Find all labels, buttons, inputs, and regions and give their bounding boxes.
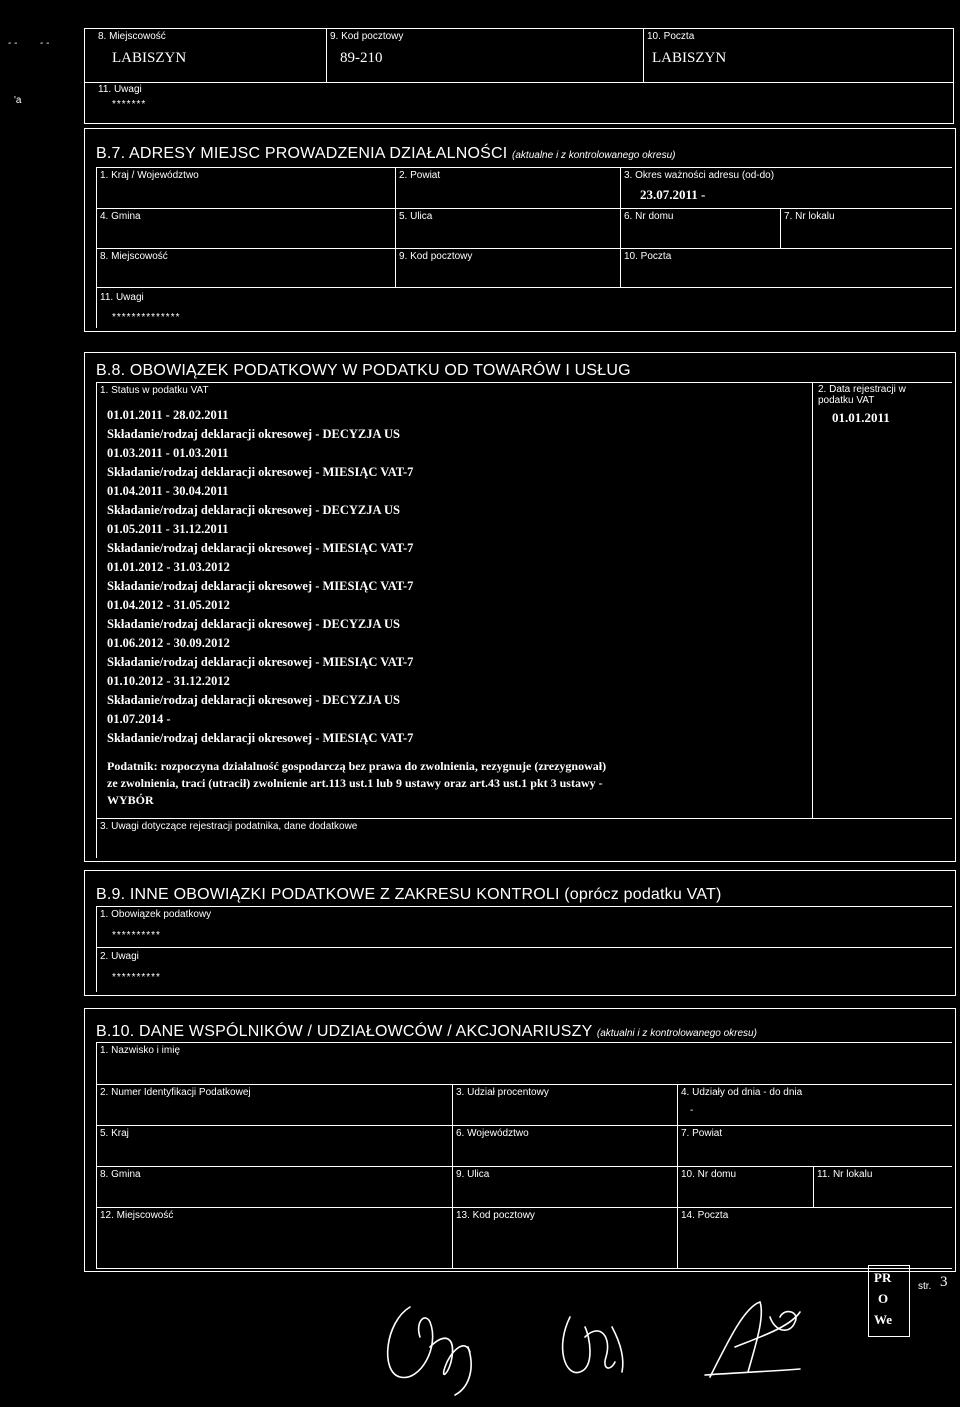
field-label: 2. Powiat (399, 170, 441, 181)
section-title: B.9. INNE OBOWIĄZKI PODATKOWE Z ZAKRESU KONTROLI (oprócz podatku VAT) (96, 886, 722, 903)
field-label: 8. Miejscowość (100, 251, 168, 262)
vat-declaration-line: Składanie/rodzaj deklaracji okresowej - MIESIĄC VAT-7 (107, 541, 414, 555)
field-label: 11. Uwagi (98, 84, 142, 95)
field-label: 2. Uwagi (100, 951, 139, 962)
field-label: 9. Kod pocztowy (330, 31, 404, 42)
vat-declaration-line: Składanie/rodzaj deklaracji okresowej - MIESIĄC VAT-7 (107, 465, 414, 479)
field-label: 3. Uwagi dotyczące rejestracji podatnika, dane dodatkowe (100, 821, 358, 832)
page-number: 3 (940, 1274, 948, 1290)
field-label: 10. Nr domu (681, 1169, 737, 1180)
vat-period-line: 01.10.2012 - 31.12.2012 (107, 674, 230, 688)
vat-note-line: Podatnik: rozpoczyna działalność gospodarczą bez prawa do zwolnienia, rezygnuje (zrezygnował) (107, 759, 607, 773)
stamp-text: PR (874, 1270, 892, 1285)
section-title: B.8. OBOWIĄZEK PODATKOWY W PODATKU OD TOWARÓW I USŁUG (96, 362, 631, 379)
vat-declaration-line: Składanie/rodzaj deklaracji okresowej - DECYZJA US (107, 503, 400, 517)
field-label: 11. Nr lokalu (817, 1169, 873, 1180)
vat-note-line: WYBÓR (107, 793, 154, 807)
field-label: 6. Województwo (456, 1128, 529, 1139)
postal-code-value: 89-210 (340, 50, 383, 66)
post-office-value: LABISZYN (652, 50, 727, 66)
field-label: 1. Obowiązek podatkowy (100, 909, 212, 920)
field-label: 3. Okres ważności adresu (od-do) (624, 170, 775, 181)
vat-period-line: 01.04.2011 - 30.04.2011 (107, 484, 229, 498)
top-address-block (84, 28, 954, 124)
shares-period-value: - (690, 1105, 694, 1116)
margin-mark: - - (8, 38, 18, 49)
field-label: 2. Numer Identyfikacji Podatkowej (100, 1087, 251, 1098)
field-label: 8. Miejscowość (98, 31, 166, 42)
vat-period-line: 01.01.2012 - 31.03.2012 (107, 560, 230, 574)
vat-declaration-line: Składanie/rodzaj deklaracji okresowej - DECYZJA US (107, 617, 400, 631)
stamp-text: O (878, 1291, 889, 1306)
field-label: 8. Gmina (100, 1169, 141, 1180)
field-label: 1. Kraj / Województwo (100, 170, 199, 181)
remarks-value: ********** (112, 972, 161, 983)
field-label: 7. Powiat (681, 1128, 723, 1139)
vat-declaration-line: Składanie/rodzaj deklaracji okresowej - MIESIĄC VAT-7 (107, 579, 414, 593)
field-label: 10. Poczta (624, 251, 672, 262)
vat-period-line: 01.04.2012 - 31.05.2012 (107, 598, 230, 612)
field-label: 11. Uwagi (100, 292, 144, 303)
tax-obligation-value: ********** (112, 930, 161, 941)
vat-period-line: 01.01.2011 - 28.02.2011 (107, 408, 229, 422)
field-label: 5. Kraj (100, 1128, 129, 1139)
vat-period-line: 01.06.2012 - 30.09.2012 (107, 636, 230, 650)
margin-mark: 'a (14, 95, 22, 106)
vat-period-line: 01.07.2014 - (107, 712, 171, 726)
field-label: 7. Nr lokalu (784, 211, 835, 222)
field-label: 14. Poczta (681, 1210, 729, 1221)
field-label: 5. Ulica (399, 211, 433, 222)
remarks-value: ************** (112, 312, 181, 323)
field-label: 1. Nazwisko i imię (100, 1045, 181, 1056)
field-label: podatku VAT (818, 395, 875, 406)
field-label: 6. Nr domu (624, 211, 674, 222)
field-label: 1. Status w podatku VAT (100, 385, 209, 396)
section-b10 (84, 1008, 956, 1272)
vat-declaration-line: Składanie/rodzaj deklaracji okresowej - MIESIĄC VAT-7 (107, 731, 414, 745)
field-label: 13. Kod pocztowy (456, 1210, 535, 1221)
page-label: str. (918, 1281, 932, 1292)
field-label: 4. Gmina (100, 211, 141, 222)
field-label: 12. Miejscowość (100, 1210, 174, 1221)
vat-declaration-line: Składanie/rodzaj deklaracji okresowej - DECYZJA US (107, 693, 400, 707)
signatures (0, 1277, 960, 1407)
vat-registration-date: 01.01.2011 (832, 410, 890, 425)
section-title: B.10. DANE WSPÓLNIKÓW / UDZIAŁOWCÓW / AKCJONARIUSZY (aktualni i z kontrolowanego okresu) (96, 1023, 757, 1040)
field-label: 9. Kod pocztowy (399, 251, 473, 262)
vat-declaration-line: Składanie/rodzaj deklaracji okresowej - MIESIĄC VAT-7 (107, 655, 414, 669)
section-title: B.7. ADRESY MIEJSC PROWADZENIA DZIAŁALNOŚCI (aktualne i z kontrolowanego okresu) (96, 145, 676, 162)
field-label: 10. Poczta (647, 31, 695, 42)
field-label: 3. Udział procentowy (456, 1087, 549, 1098)
vat-period-line: 01.05.2011 - 31.12.2011 (107, 522, 229, 536)
stamp-text: We (874, 1312, 893, 1327)
remarks-value: ******* (112, 99, 147, 110)
margin-mark: - - (40, 38, 50, 49)
vat-note-line: ze zwolnienia, traci (utracił) zwolnienie art.113 ust.1 lub 9 ustawy oraz art.43 ust.1 pkt 3 ustawy - (107, 776, 603, 790)
vat-declaration-line: Składanie/rodzaj deklaracji okresowej - DECYZJA US (107, 427, 400, 441)
address-validity-value: 23.07.2011 - (640, 187, 706, 202)
town-value: LABISZYN (112, 50, 187, 66)
field-label: 4. Udziały od dnia - do dnia (681, 1087, 803, 1098)
field-label: 2. Data rejestracji w (818, 384, 906, 395)
field-label: 9. Ulica (456, 1169, 490, 1180)
vat-period-line: 01.03.2011 - 01.03.2011 (107, 446, 229, 460)
